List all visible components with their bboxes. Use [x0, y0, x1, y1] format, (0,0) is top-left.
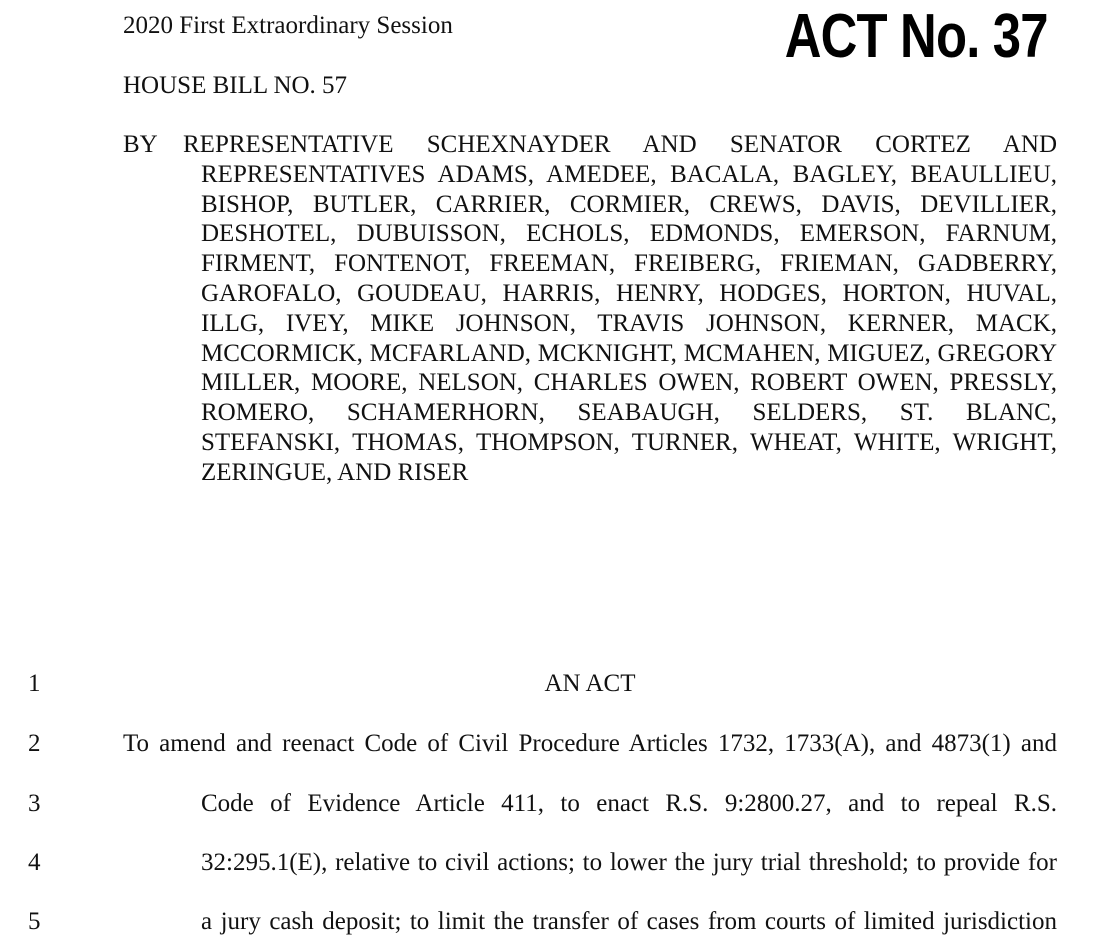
author-line: DESHOTEL, DUBUISSON, ECHOLS, EDMONDS, EMERSON, FARNUM, [201, 220, 1057, 248]
line-number: 1 [28, 670, 41, 697]
author-line: ROMERO, SCHAMERHORN, SEABAUGH, SELDERS, ST. BLANC, [201, 399, 1057, 427]
authors-block [123, 130, 1057, 488]
author-line: BISHOP, BUTLER, CARRIER, CORMIER, CREWS, DAVIS, DEVILLIER, [201, 190, 1057, 218]
author-line: FIRMENT, FONTENOT, FREEMAN, FREIBERG, FRIEMAN, GADBERRY, [201, 250, 1057, 278]
line-number: 2 [28, 730, 41, 757]
author-line: ILLG, IVEY, MIKE JOHNSON, TRAVIS JOHNSON, KERNER, MACK, [201, 309, 1057, 337]
act-number-stamp: ACT No. 37 [785, 2, 1048, 71]
line-number: 4 [28, 849, 41, 876]
author-line: MCCORMICK, MCFARLAND, MCKNIGHT, MCMAHEN, MIGUEZ, GREGORY [201, 339, 1057, 367]
line-number: 5 [28, 908, 41, 935]
title-line: Code of Evidence Article 411, to enact R.S. 9:2800.27, and to repeal R.S. [201, 790, 1057, 817]
author-line: ZERINGUE, AND RISER [201, 458, 469, 486]
bill-number: HOUSE BILL NO. 57 [123, 72, 348, 99]
line-number: 3 [28, 790, 41, 817]
author-line: REPRESENTATIVES ADAMS, AMEDEE, BACALA, BAGLEY, BEAULLIEU, [201, 160, 1057, 188]
act-heading: AN ACT [544, 670, 636, 697]
author-line: REPRESENTATIVE SCHEXNAYDER AND SENATOR CORTEZ AND [183, 131, 1057, 158]
author-line: GAROFALO, GOUDEAU, HARRIS, HENRY, HODGES, HORTON, HUVAL, [201, 279, 1057, 307]
by-label: BY [123, 131, 158, 158]
title-line: To amend and reenact Code of Civil Procedure Articles 1732, 1733(A), and 4873(1) and [123, 730, 1057, 757]
author-line: STEFANSKI, THOMAS, THOMPSON, TURNER, WHEAT, WHITE, WRIGHT, [201, 428, 1057, 456]
title-line: a jury cash deposit; to limit the transfer of cases from courts of limited jurisdiction [201, 908, 1057, 935]
author-line: MILLER, MOORE, NELSON, CHARLES OWEN, ROBERT OWEN, PRESSLY, [201, 369, 1057, 397]
session-label: 2020 First Extraordinary Session [123, 12, 453, 39]
title-line: 32:295.1(E), relative to civil actions; to lower the jury trial threshold; to provide for [201, 849, 1057, 876]
